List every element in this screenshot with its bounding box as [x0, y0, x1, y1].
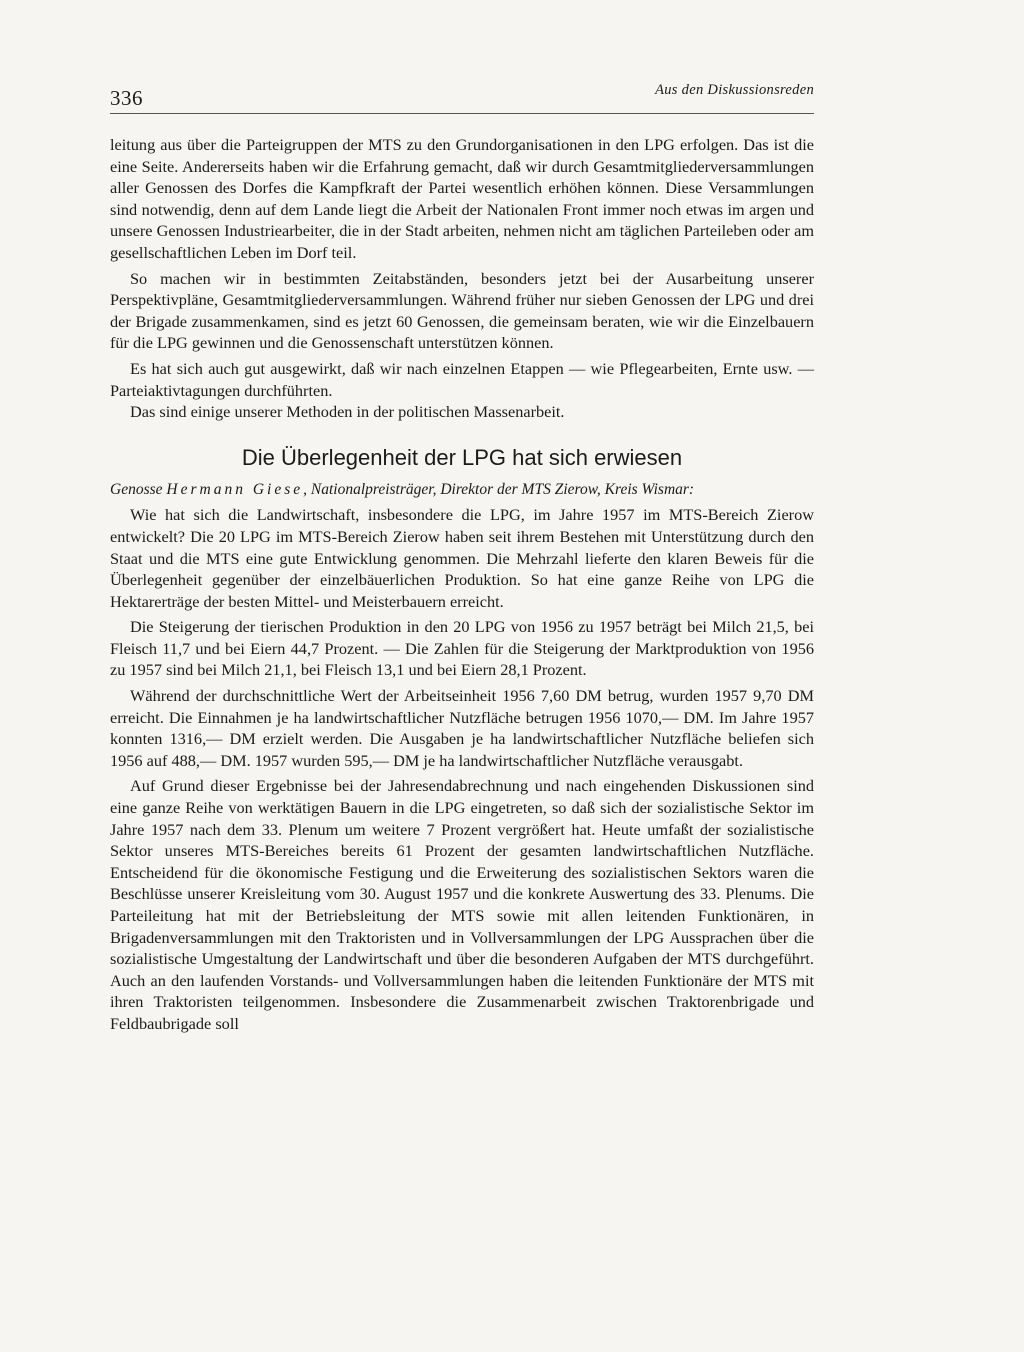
speaker-suffix: , Nationalpreisträger, Direktor der MTS Zierow, Kreis Wismar: [303, 481, 695, 499]
paragraph: Auf Grund dieser Ergebnisse bei der Jahresendabrechnung und nach eingehenden Diskussionen sind eine ganze Reihe von werktätigen Bauern in die LPG eingetreten, so daß sich der sozialistische Sektor im Jahre 1957 nach dem 33. Plenum um weitere 7 Prozent vergrößert hat. Heute umfaßt der sozialistische Sektor unseres MTS-Bereiches bereits 61 Prozent der gesamten landwirtschaftlichen Nutzfläche. Entscheidend für die ökonomische Festigung und die Erweiterung des sozialistischen Sektors waren die Beschlüsse unserer Kreisleitung vom 30. August 1957 und die konkrete Auswertung des 33. Plenums. Die Parteileitung hat mit der Betriebsleitung der MTS sowie mit allen leitenden Funktionären, in Brigadenversammlungen mit den Traktoristen und in Vollversammlungen der LPG Aussprachen über die sozialistische Umgestaltung der Landwirtschaft und über die besonderen Aufgaben der MTS durchgeführt. Auch an den laufenden Vorstands- und Vollversammlungen haben die leitenden Funktionäre der MTS mit ihren Traktoristen teilgenommen. Insbesondere die Zusammenarbeit zwischen Traktorenbrigade und Feldbaubrigade soll [110, 776, 814, 1033]
paragraph: So machen wir in bestimmten Zeitabständen, besonders jetzt bei der Ausarbeitung unserer Perspektivpläne, Gesamtmitgliederversammlungen. Während früher nur sieben Genossen der LPG und drei der Brigade zusammenkamen, sind es jetzt 60 Genossen, die gemeinsam beraten, wie wir die Einzelbauern für die LPG gewinnen und die Genossenschaft unterstützen können. [110, 268, 814, 353]
paragraph: Es hat sich auch gut ausgewirkt, daß wir nach einzelnen Etappen — wie Pflegearbeiten, Ernte usw. — Parteiaktivtagungen durchführten. [110, 358, 814, 400]
speaker-prefix: Genosse [110, 481, 167, 499]
paragraph: leitung aus über die Parteigruppen der MTS zu den Grundorganisationen in den LPG erfolgen. Das ist die eine Seite. Andererseits haben wir die Erfahrung gemacht, daß wir durch Gesamtmitgliederversammlungen aller Genossen des Dorfes die Kampfkraft der Partei wesentlich erhöhen können. Diese Versammlungen sind notwendig, denn auf dem Lande liegt die Arbeit der Nationalen Front immer noch etwas im argen und unsere Genossen Industriearbeiter, die in der Stadt arbeiten, nehmen nicht am täglichen Parteileben oder am gesellschaftlichen Leben im Dorf teil. [110, 135, 814, 262]
page-number: 336 [110, 86, 143, 110]
speaker-line [110, 480, 814, 500]
page-content [110, 134, 814, 1035]
paragraph: Das sind einige unserer Methoden in der politischen Massenarbeit. [130, 402, 565, 422]
paragraph: Die Steigerung der tierischen Produktion in den 20 LPG von 1956 zu 1957 beträgt bei Milch 21,5, bei Fleisch 11,7 und bei Eiern 44,7 Prozent. — Die Zahlen für die Steigerung der Marktproduktion von 1956 zu 1957 sind bei Milch 21,1, bei Fleisch 13,1 und bei Eiern 28,1 Prozent. [110, 617, 814, 680]
speaker-name: Hermann Giese [166, 481, 304, 499]
header-rule [110, 113, 814, 114]
running-head: Aus den Diskussionsreden [655, 82, 814, 98]
paragraph: Während der durchschnittliche Wert der Arbeitseinheit 1956 7,60 DM betrug, wurden 1957 9,70 DM erreicht. Die Einnahmen je ha landwirtschaftlicher Nutzfläche betrugen 1956 1070,— DM. Im Jahre 1957 konnten 1316,— DM erzielt werden. Die Ausgaben je ha landwirtschaftlicher Nutzfläche beliefen sich 1956 auf 488,— DM. 1957 wurden 595,— DM je ha landwirtschaftlicher Nutzfläche verausgabt. [110, 686, 814, 770]
section-heading: Die Überlegenheit der LPG hat sich erwiesen [241, 444, 683, 470]
paragraph: Wie hat sich die Landwirtschaft, insbesondere die LPG, im Jahre 1957 im MTS-Bereich Zierow entwickelt? Die 20 LPG im MTS-Bereich Zierow haben seit ihrem Bestehen mit Unterstützung durch den Staat und die MTS eine gute Entwicklung genommen. Die Mehrzahl lieferte den klaren Beweis für die Überlegenheit gegenüber der einzelbäuerlichen Produktion. So hat eine ganze Reihe von LPG die Hektarerträge der besten Mittel- und Meisterbauern erreicht. [110, 505, 814, 611]
